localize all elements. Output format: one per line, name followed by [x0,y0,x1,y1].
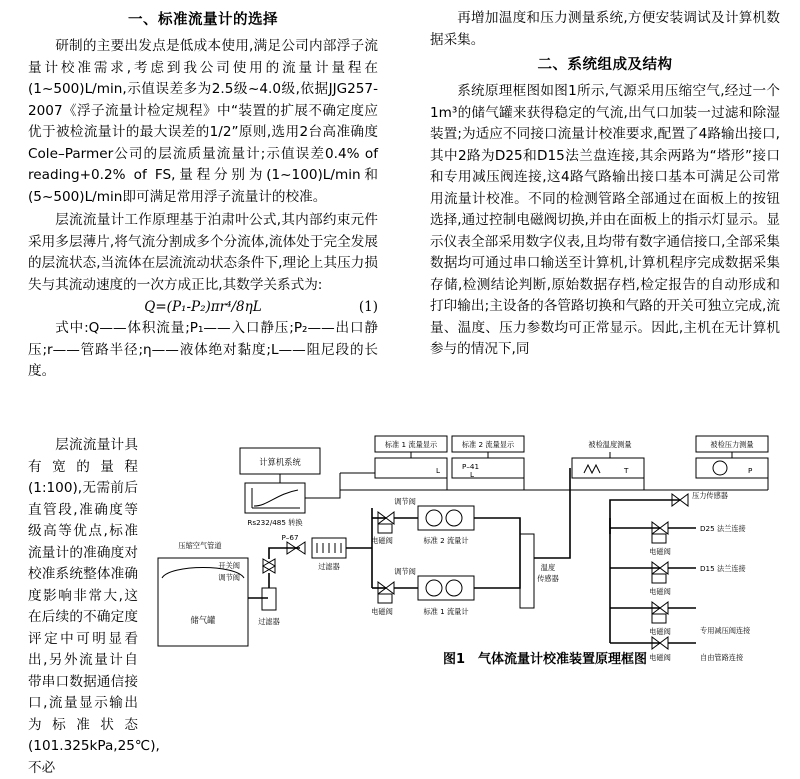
figure-caption: 图1 气体流量计校准装置原理框图 [442,652,648,667]
label-special-valve: 专用减压阀连接 [700,626,751,635]
right-column [430,8,780,363]
label-d25: D25 法兰连接 [700,524,746,533]
label-p67: P–67 [281,533,299,542]
right-paragraph-1: 系统原理框图如图1所示,气源采用压缩空气,经过一个1m³的储气罐来获得稳定的气流,出气口加装一过滤和除湿装置;为适应不同接口流量计校准要求,配置了4路输出接口,其中2路为D25和D15法兰盘连接,其余两路为“塔形”接口和专用减压阀连接,这4路气路输出接口基本可满足公司常用流量计校准。不同的检测管路全部通过在面板上的按钮选择,通过控制电磁阀切换,并由在面板上的指示灯显示。显示仪表全部采用数字仪表,且均带有数字通信接口,全部采集数据均可通过串口输送至计算机,计算机程序完成数据采集存储,检测结论判断,原始数据存档,检定报告的自动形成和打印输出;主设备的各管路切换和气路的开关可独立完成,流量、温度、压力参数均可正常显示。因此,主机在无计算机参与的情况下,同 [430,83,780,357]
label-std1-meter: 标准 1 流量计 [423,607,469,616]
wrap-paragraph: 层流流量计具有宽的量程(1:100),无需前后直管段,准确度等级高等优点,标准流量计的准确度对校准系统整体准确度影响非常大,这在后续的不确定度评定中可明显看出,另外流量计自带串口数据通信接口,流量显示输出为标准状态(101.325kPa,25℃),不必 [28,437,160,776]
label-solenoid-valve-1: 电磁阀 [371,536,393,545]
label-filter2: 过滤器 [258,617,280,626]
label-solenoid-2: 电磁阀 [649,587,671,596]
label-solenoid-1: 电磁阀 [649,547,671,556]
label-measured-temp: 被检温度测量 [588,440,632,449]
label-std2-meter: 标准 2 流量计 [423,536,469,545]
label-measured-press: 被检压力测量 [710,440,754,449]
label-temp-sensor: 温度 [540,563,556,572]
label-solenoid-4: 电磁阀 [649,653,671,662]
label-l-std2: L [470,470,475,479]
label-solenoid-valve-2: 电磁阀 [371,607,393,616]
label-p41: P–41 [462,462,480,471]
label-filter: 过滤器 [318,562,340,571]
system-diagram [140,428,790,673]
label-computer-system: 计算机系统 [259,457,301,467]
label-solenoid-3: 电磁阀 [649,627,671,636]
formula-1 [28,299,378,315]
label-control-valve-1: 调节阀 [394,497,416,506]
formula-legend: 式中:Q——体积流量;P₁——入口静压;P₂——出口静压;r——管路半径;η——液体绝对黏度;L——阻尼段的长度。 [28,320,378,379]
paragraph-1: 研制的主要出发点是低成本使用,满足公司内部浮子流量计校准需求,考虑到我公司使用的流量计量程在(1~500)L/min,示值误差多为2.5级~4.0级,依据JJG257-2007《浮子流量计检定规程》中“装置的扩展不确定度应优于被检流量计的最大误差的1/2”原则,选用2台高准确度Cole–Parmer公司的层流质量流量计;示值误差0.4% of reading+0.2% of FS,量程分别为(1~100)L/min和(5~500)L/min即可满足常用浮子流量计的校准。 [28,38,378,205]
label-rs232: Rs232/485 转换 [247,518,303,527]
label-l-std1: L [436,466,441,475]
right-tail-text: 再增加温度和压力测量系统,方便安装调试及计算机数据采集。 [430,10,780,48]
label-press-sensor: 压力传感器 [692,491,728,500]
left-column [28,8,378,385]
label-d15: D15 法兰连接 [700,564,746,573]
paragraph-2: 层流流量计工作原理基于泊肃叶公式,其内部约束元件采用多层薄片,将气流分割成多个分流体,流体处于完全发展的层流状态,当流体在层流流动状态条件下,理论上其压力损失与其流动速度的一次方成正比,其数学关系式为: [28,212,378,293]
label-std1-display: 标准 1 流量显示 [384,440,438,449]
formula-number: (1) [358,299,378,315]
label-p-mark: P [748,466,753,475]
section-heading-2: 二、系统组成及结构 [537,57,673,73]
label-air-tank: 储气罐 [190,615,216,625]
label-std2-display: 标准 2 流量显示 [461,440,515,449]
label-regulate-valve: 调节阀 [218,573,240,582]
formula-expression: Q=(P₁-P₂)πr⁴/8ηL [144,299,262,315]
label-free-pipe: 自由管路连接 [700,653,744,662]
left-wrap-column [28,435,160,779]
label-compressed-air-pipe: 压缩空气管道 [178,541,222,550]
label-temp-sensor-2: 传感器 [537,574,559,583]
label-t-mark: T [624,466,629,475]
label-control-valve-2: 调节阀 [394,567,416,576]
section-heading-1: 一、标准流量计的选择 [128,12,278,28]
label-switch-valve: 开关阀 [218,561,240,570]
